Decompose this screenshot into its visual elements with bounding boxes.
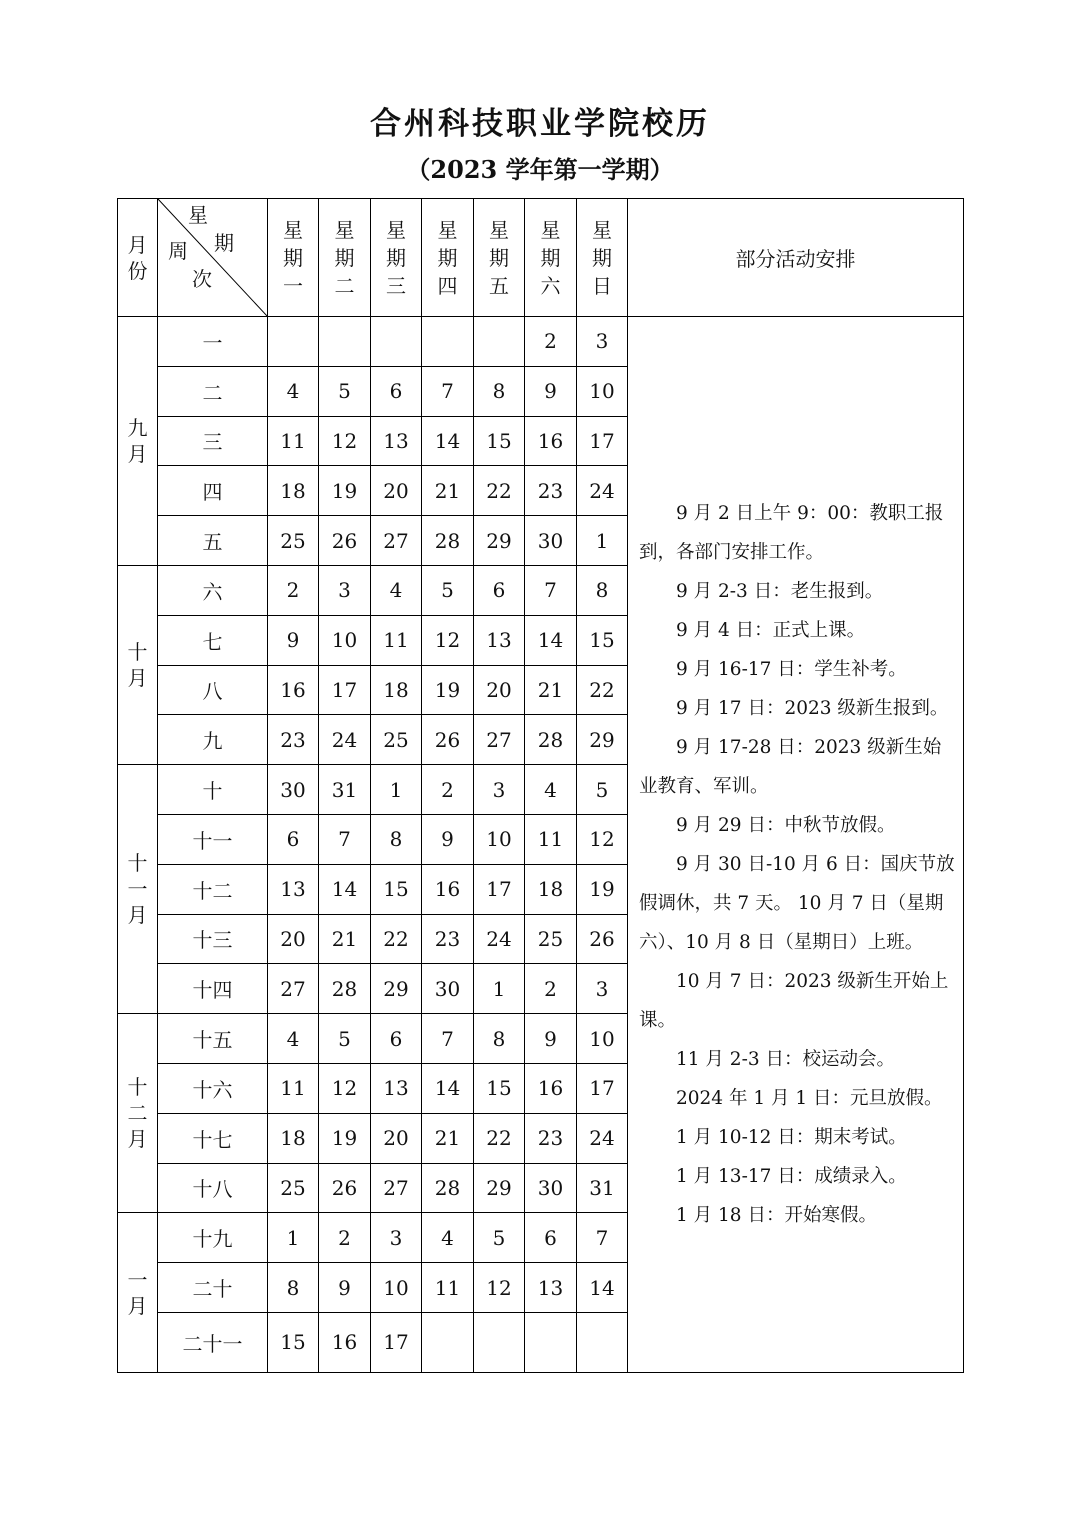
date-cell: 28 bbox=[319, 964, 371, 1014]
date-cell: 10 bbox=[371, 1263, 422, 1313]
day-header-thu bbox=[422, 199, 474, 317]
week-number-cell: 四 bbox=[158, 466, 268, 516]
day-header-char: 期 bbox=[437, 245, 458, 270]
page-subtitle: （2023 学年第一学期） bbox=[406, 155, 674, 184]
month-char: 月 bbox=[127, 441, 148, 466]
day-header-char: 日 bbox=[592, 273, 612, 298]
week-number-cell: 五 bbox=[158, 516, 268, 566]
date-cell: 17 bbox=[577, 1063, 628, 1113]
date-cell: 2 bbox=[422, 765, 474, 815]
date-cell: 29 bbox=[371, 964, 422, 1014]
date-cell bbox=[474, 317, 525, 367]
date-cell: 16 bbox=[525, 416, 577, 466]
date-cell: 1 bbox=[371, 765, 422, 815]
date-cell: 17 bbox=[319, 665, 371, 715]
date-cell: 19 bbox=[319, 1113, 371, 1163]
month-char: 月 bbox=[127, 903, 148, 928]
date-cell: 25 bbox=[268, 1163, 319, 1213]
date-cell: 20 bbox=[371, 1113, 422, 1163]
date-cell: 25 bbox=[268, 516, 319, 566]
date-cell: 13 bbox=[474, 615, 525, 665]
date-cell: 24 bbox=[577, 466, 628, 516]
date-cell: 4 bbox=[525, 765, 577, 815]
day-header-char: 二 bbox=[334, 273, 355, 298]
date-cell: 26 bbox=[577, 914, 628, 964]
day-header-fri bbox=[474, 199, 525, 317]
week-number-cell: 六 bbox=[158, 565, 268, 615]
activities-cell bbox=[628, 317, 964, 1373]
month-cell bbox=[118, 317, 158, 566]
week-number-cell: 十一 bbox=[158, 814, 268, 864]
day-header-wed bbox=[371, 199, 422, 317]
date-cell: 9 bbox=[525, 366, 577, 416]
date-cell: 20 bbox=[371, 466, 422, 516]
date-cell: 22 bbox=[371, 914, 422, 964]
date-cell: 2 bbox=[319, 1213, 371, 1263]
date-cell: 24 bbox=[577, 1113, 628, 1163]
date-cell: 18 bbox=[525, 864, 577, 914]
month-char: 月 bbox=[127, 666, 148, 691]
date-cell: 10 bbox=[474, 814, 525, 864]
date-cell: 29 bbox=[474, 516, 525, 566]
day-header-sat bbox=[525, 199, 577, 317]
date-cell: 12 bbox=[474, 1263, 525, 1313]
date-cell: 19 bbox=[577, 864, 628, 914]
date-cell: 30 bbox=[525, 516, 577, 566]
day-header-char: 期 bbox=[540, 245, 561, 270]
day-header-char: 期 bbox=[386, 245, 406, 270]
date-cell: 16 bbox=[525, 1063, 577, 1113]
date-cell: 4 bbox=[268, 1014, 319, 1064]
date-cell: 8 bbox=[474, 366, 525, 416]
calendar-table bbox=[117, 198, 964, 1373]
date-cell bbox=[422, 317, 474, 367]
date-cell: 16 bbox=[268, 665, 319, 715]
day-header-char: 四 bbox=[437, 273, 458, 298]
date-cell: 17 bbox=[371, 1312, 422, 1372]
day-header-mon bbox=[268, 199, 319, 317]
activity-item: 1 月 13-17 日：成绩录入。 bbox=[676, 1165, 907, 1187]
date-cell: 29 bbox=[577, 715, 628, 765]
month-char: 一 bbox=[127, 1267, 148, 1292]
date-cell: 5 bbox=[319, 1014, 371, 1064]
month-char: 月 bbox=[127, 1293, 148, 1318]
header-row bbox=[118, 199, 964, 317]
diag-left-label: 周 bbox=[168, 239, 188, 263]
date-cell: 14 bbox=[422, 1063, 474, 1113]
date-cell: 20 bbox=[268, 914, 319, 964]
date-cell bbox=[422, 1312, 474, 1372]
date-cell: 28 bbox=[422, 516, 474, 566]
date-cell: 6 bbox=[268, 814, 319, 864]
month-header-char: 月 bbox=[127, 232, 148, 257]
week-number-cell: 七 bbox=[158, 615, 268, 665]
month-cell bbox=[118, 1213, 158, 1373]
activity-item: 2024 年 1 月 1 日：元旦放假。 bbox=[676, 1087, 943, 1109]
date-cell: 4 bbox=[422, 1213, 474, 1263]
date-cell: 2 bbox=[525, 964, 577, 1014]
month-char: 十 bbox=[127, 1075, 148, 1100]
date-cell: 8 bbox=[268, 1263, 319, 1313]
date-cell: 26 bbox=[319, 516, 371, 566]
date-cell: 17 bbox=[577, 416, 628, 466]
date-cell: 15 bbox=[371, 864, 422, 914]
date-cell: 12 bbox=[319, 416, 371, 466]
date-cell: 5 bbox=[319, 366, 371, 416]
date-cell: 6 bbox=[371, 366, 422, 416]
date-cell: 15 bbox=[474, 1063, 525, 1113]
date-cell: 4 bbox=[268, 366, 319, 416]
day-header-char: 期 bbox=[592, 245, 612, 270]
week-number-cell: 九 bbox=[158, 715, 268, 765]
date-cell: 18 bbox=[268, 466, 319, 516]
day-header-char: 期 bbox=[334, 245, 355, 270]
date-cell: 29 bbox=[474, 1163, 525, 1213]
date-cell: 11 bbox=[422, 1263, 474, 1313]
date-cell: 1 bbox=[577, 516, 628, 566]
week-number-cell: 一 bbox=[158, 317, 268, 367]
month-char: 九 bbox=[127, 415, 148, 440]
activity-item: 9 月 4 日：正式上课。 bbox=[676, 619, 866, 641]
week-number-cell: 十九 bbox=[158, 1213, 268, 1263]
date-cell: 3 bbox=[577, 317, 628, 367]
date-cell: 1 bbox=[268, 1213, 319, 1263]
month-char: 一 bbox=[127, 877, 148, 902]
date-cell: 30 bbox=[268, 765, 319, 815]
date-cell: 12 bbox=[577, 814, 628, 864]
date-cell: 3 bbox=[474, 765, 525, 815]
month-char: 二 bbox=[127, 1101, 148, 1126]
date-cell: 11 bbox=[268, 1063, 319, 1113]
date-cell: 9 bbox=[319, 1263, 371, 1313]
date-cell: 5 bbox=[422, 565, 474, 615]
date-cell: 26 bbox=[319, 1163, 371, 1213]
date-cell: 26 bbox=[422, 715, 474, 765]
date-cell bbox=[268, 317, 319, 367]
date-cell: 11 bbox=[268, 416, 319, 466]
activity-item: 1 月 10-12 日：期末考试。 bbox=[676, 1126, 907, 1148]
page-title: 合州科技职业学院校历 bbox=[370, 106, 710, 142]
date-cell: 25 bbox=[371, 715, 422, 765]
activity-item: 10 月 7 日：2023 级新生开始上课。 bbox=[639, 970, 949, 1031]
date-cell: 19 bbox=[319, 466, 371, 516]
date-cell: 9 bbox=[422, 814, 474, 864]
month-column-header bbox=[118, 199, 158, 317]
date-cell: 1 bbox=[474, 964, 525, 1014]
date-cell: 3 bbox=[319, 565, 371, 615]
date-cell bbox=[474, 1312, 525, 1372]
date-cell: 21 bbox=[319, 914, 371, 964]
date-cell: 18 bbox=[268, 1113, 319, 1163]
date-cell: 8 bbox=[371, 814, 422, 864]
date-cell: 12 bbox=[422, 615, 474, 665]
date-cell: 27 bbox=[474, 715, 525, 765]
day-header-char: 星 bbox=[386, 217, 406, 242]
week-number-cell: 十二 bbox=[158, 864, 268, 914]
date-cell: 8 bbox=[474, 1014, 525, 1064]
day-header-char: 期 bbox=[283, 245, 303, 270]
date-cell: 30 bbox=[525, 1163, 577, 1213]
week-number-cell: 十七 bbox=[158, 1113, 268, 1163]
date-cell: 11 bbox=[371, 615, 422, 665]
day-header-char: 期 bbox=[489, 245, 509, 270]
activity-item: 9 月 17-28 日：2023 级新生始业教育、军训。 bbox=[639, 736, 942, 797]
date-cell: 15 bbox=[268, 1312, 319, 1372]
activity-item: 9 月 17 日：2023 级新生报到。 bbox=[676, 697, 949, 719]
date-cell: 23 bbox=[268, 715, 319, 765]
week-number-cell: 三 bbox=[158, 416, 268, 466]
day-header-sun bbox=[577, 199, 628, 317]
date-cell: 14 bbox=[577, 1263, 628, 1313]
date-cell: 25 bbox=[525, 914, 577, 964]
day-header-char: 星 bbox=[283, 217, 303, 242]
date-cell: 24 bbox=[474, 914, 525, 964]
day-header-char: 六 bbox=[540, 273, 561, 298]
date-cell: 16 bbox=[422, 864, 474, 914]
diag-bottom-label: 次 bbox=[192, 267, 212, 291]
activity-item: 1 月 18 日：开始寒假。 bbox=[676, 1204, 877, 1226]
date-cell bbox=[525, 1312, 577, 1372]
day-header-char: 三 bbox=[386, 273, 406, 298]
date-cell: 31 bbox=[577, 1163, 628, 1213]
date-cell: 6 bbox=[525, 1213, 577, 1263]
date-cell: 6 bbox=[371, 1014, 422, 1064]
date-cell: 13 bbox=[371, 1063, 422, 1113]
activities-header: 部分活动安排 bbox=[628, 199, 964, 317]
day-header-char: 星 bbox=[334, 217, 355, 242]
diag-top-label: 星 bbox=[188, 203, 208, 227]
date-cell: 28 bbox=[422, 1163, 474, 1213]
week-number-cell: 二十 bbox=[158, 1263, 268, 1313]
month-cell bbox=[118, 765, 158, 1014]
date-cell: 8 bbox=[577, 565, 628, 615]
week-day-diagonal-header bbox=[158, 199, 268, 317]
date-cell: 3 bbox=[577, 964, 628, 1014]
date-cell: 5 bbox=[577, 765, 628, 815]
date-cell: 16 bbox=[319, 1312, 371, 1372]
date-cell: 2 bbox=[268, 565, 319, 615]
date-cell: 28 bbox=[525, 715, 577, 765]
day-header-char: 五 bbox=[489, 273, 509, 298]
date-cell: 17 bbox=[474, 864, 525, 914]
date-cell: 21 bbox=[422, 466, 474, 516]
date-cell: 27 bbox=[268, 964, 319, 1014]
date-cell: 13 bbox=[268, 864, 319, 914]
date-cell: 18 bbox=[371, 665, 422, 715]
date-cell bbox=[371, 317, 422, 367]
date-cell: 23 bbox=[525, 466, 577, 516]
date-cell: 30 bbox=[422, 964, 474, 1014]
date-cell: 10 bbox=[319, 615, 371, 665]
date-cell: 23 bbox=[422, 914, 474, 964]
date-cell: 19 bbox=[422, 665, 474, 715]
activity-item: 9 月 2-3 日：老生报到。 bbox=[676, 580, 884, 602]
day-header-char: 一 bbox=[283, 273, 303, 298]
date-cell: 31 bbox=[319, 765, 371, 815]
date-cell: 10 bbox=[577, 366, 628, 416]
date-cell: 24 bbox=[319, 715, 371, 765]
date-cell: 9 bbox=[268, 615, 319, 665]
date-cell bbox=[577, 1312, 628, 1372]
date-cell: 27 bbox=[371, 516, 422, 566]
date-cell: 22 bbox=[577, 665, 628, 715]
day-header-tue bbox=[319, 199, 371, 317]
diag-right-label: 期 bbox=[214, 231, 234, 255]
date-cell bbox=[319, 317, 371, 367]
date-cell: 11 bbox=[525, 814, 577, 864]
activity-item: 9 月 2 日上午 9：00：教职工报到，各部门安排工作。 bbox=[639, 502, 944, 563]
date-cell: 7 bbox=[422, 366, 474, 416]
week-number-cell: 十三 bbox=[158, 914, 268, 964]
date-cell: 10 bbox=[577, 1014, 628, 1064]
week-row bbox=[118, 317, 964, 367]
date-cell: 14 bbox=[525, 615, 577, 665]
week-number-cell: 八 bbox=[158, 665, 268, 715]
week-number-cell: 十四 bbox=[158, 964, 268, 1014]
date-cell: 7 bbox=[577, 1213, 628, 1263]
week-number-cell: 二 bbox=[158, 366, 268, 416]
activity-item: 11 月 2-3 日：校运动会。 bbox=[676, 1048, 895, 1070]
date-cell: 21 bbox=[525, 665, 577, 715]
date-cell: 21 bbox=[422, 1113, 474, 1163]
date-cell: 27 bbox=[371, 1163, 422, 1213]
month-char: 十 bbox=[127, 640, 148, 665]
day-header-char: 星 bbox=[592, 217, 612, 242]
date-cell: 5 bbox=[474, 1213, 525, 1263]
date-cell: 14 bbox=[422, 416, 474, 466]
date-cell: 13 bbox=[525, 1263, 577, 1313]
date-cell: 3 bbox=[371, 1213, 422, 1263]
date-cell: 7 bbox=[319, 814, 371, 864]
month-char: 十 bbox=[127, 851, 148, 876]
date-cell: 7 bbox=[525, 565, 577, 615]
month-cell bbox=[118, 1014, 158, 1213]
date-cell: 6 bbox=[474, 565, 525, 615]
week-number-cell: 二十一 bbox=[158, 1312, 268, 1372]
week-number-cell: 十八 bbox=[158, 1163, 268, 1213]
date-cell: 7 bbox=[422, 1014, 474, 1064]
day-header-char: 星 bbox=[489, 217, 509, 242]
date-cell: 22 bbox=[474, 1113, 525, 1163]
date-cell: 2 bbox=[525, 317, 577, 367]
date-cell: 12 bbox=[319, 1063, 371, 1113]
week-number-cell: 十 bbox=[158, 765, 268, 815]
month-char: 月 bbox=[127, 1127, 148, 1152]
date-cell: 14 bbox=[319, 864, 371, 914]
activity-item: 9 月 29 日：中秋节放假。 bbox=[676, 814, 896, 836]
date-cell: 9 bbox=[525, 1014, 577, 1064]
activity-item: 9 月 30 日-10 月 6 日：国庆节放假调休，共 7 天。 10 月 7 日（星期六）、10 月 8 日（星期日）上班。 bbox=[639, 853, 955, 953]
date-cell: 4 bbox=[371, 565, 422, 615]
week-number-cell: 十五 bbox=[158, 1014, 268, 1064]
date-cell: 20 bbox=[474, 665, 525, 715]
day-header-char: 星 bbox=[437, 217, 458, 242]
day-header-char: 星 bbox=[540, 217, 561, 242]
date-cell: 13 bbox=[371, 416, 422, 466]
date-cell: 22 bbox=[474, 466, 525, 516]
month-cell bbox=[118, 565, 158, 764]
week-number-cell: 十六 bbox=[158, 1063, 268, 1113]
date-cell: 15 bbox=[474, 416, 525, 466]
date-cell: 23 bbox=[525, 1113, 577, 1163]
activity-item: 9 月 16-17 日：学生补考。 bbox=[676, 658, 907, 680]
date-cell: 15 bbox=[577, 615, 628, 665]
month-header-char: 份 bbox=[127, 258, 148, 283]
